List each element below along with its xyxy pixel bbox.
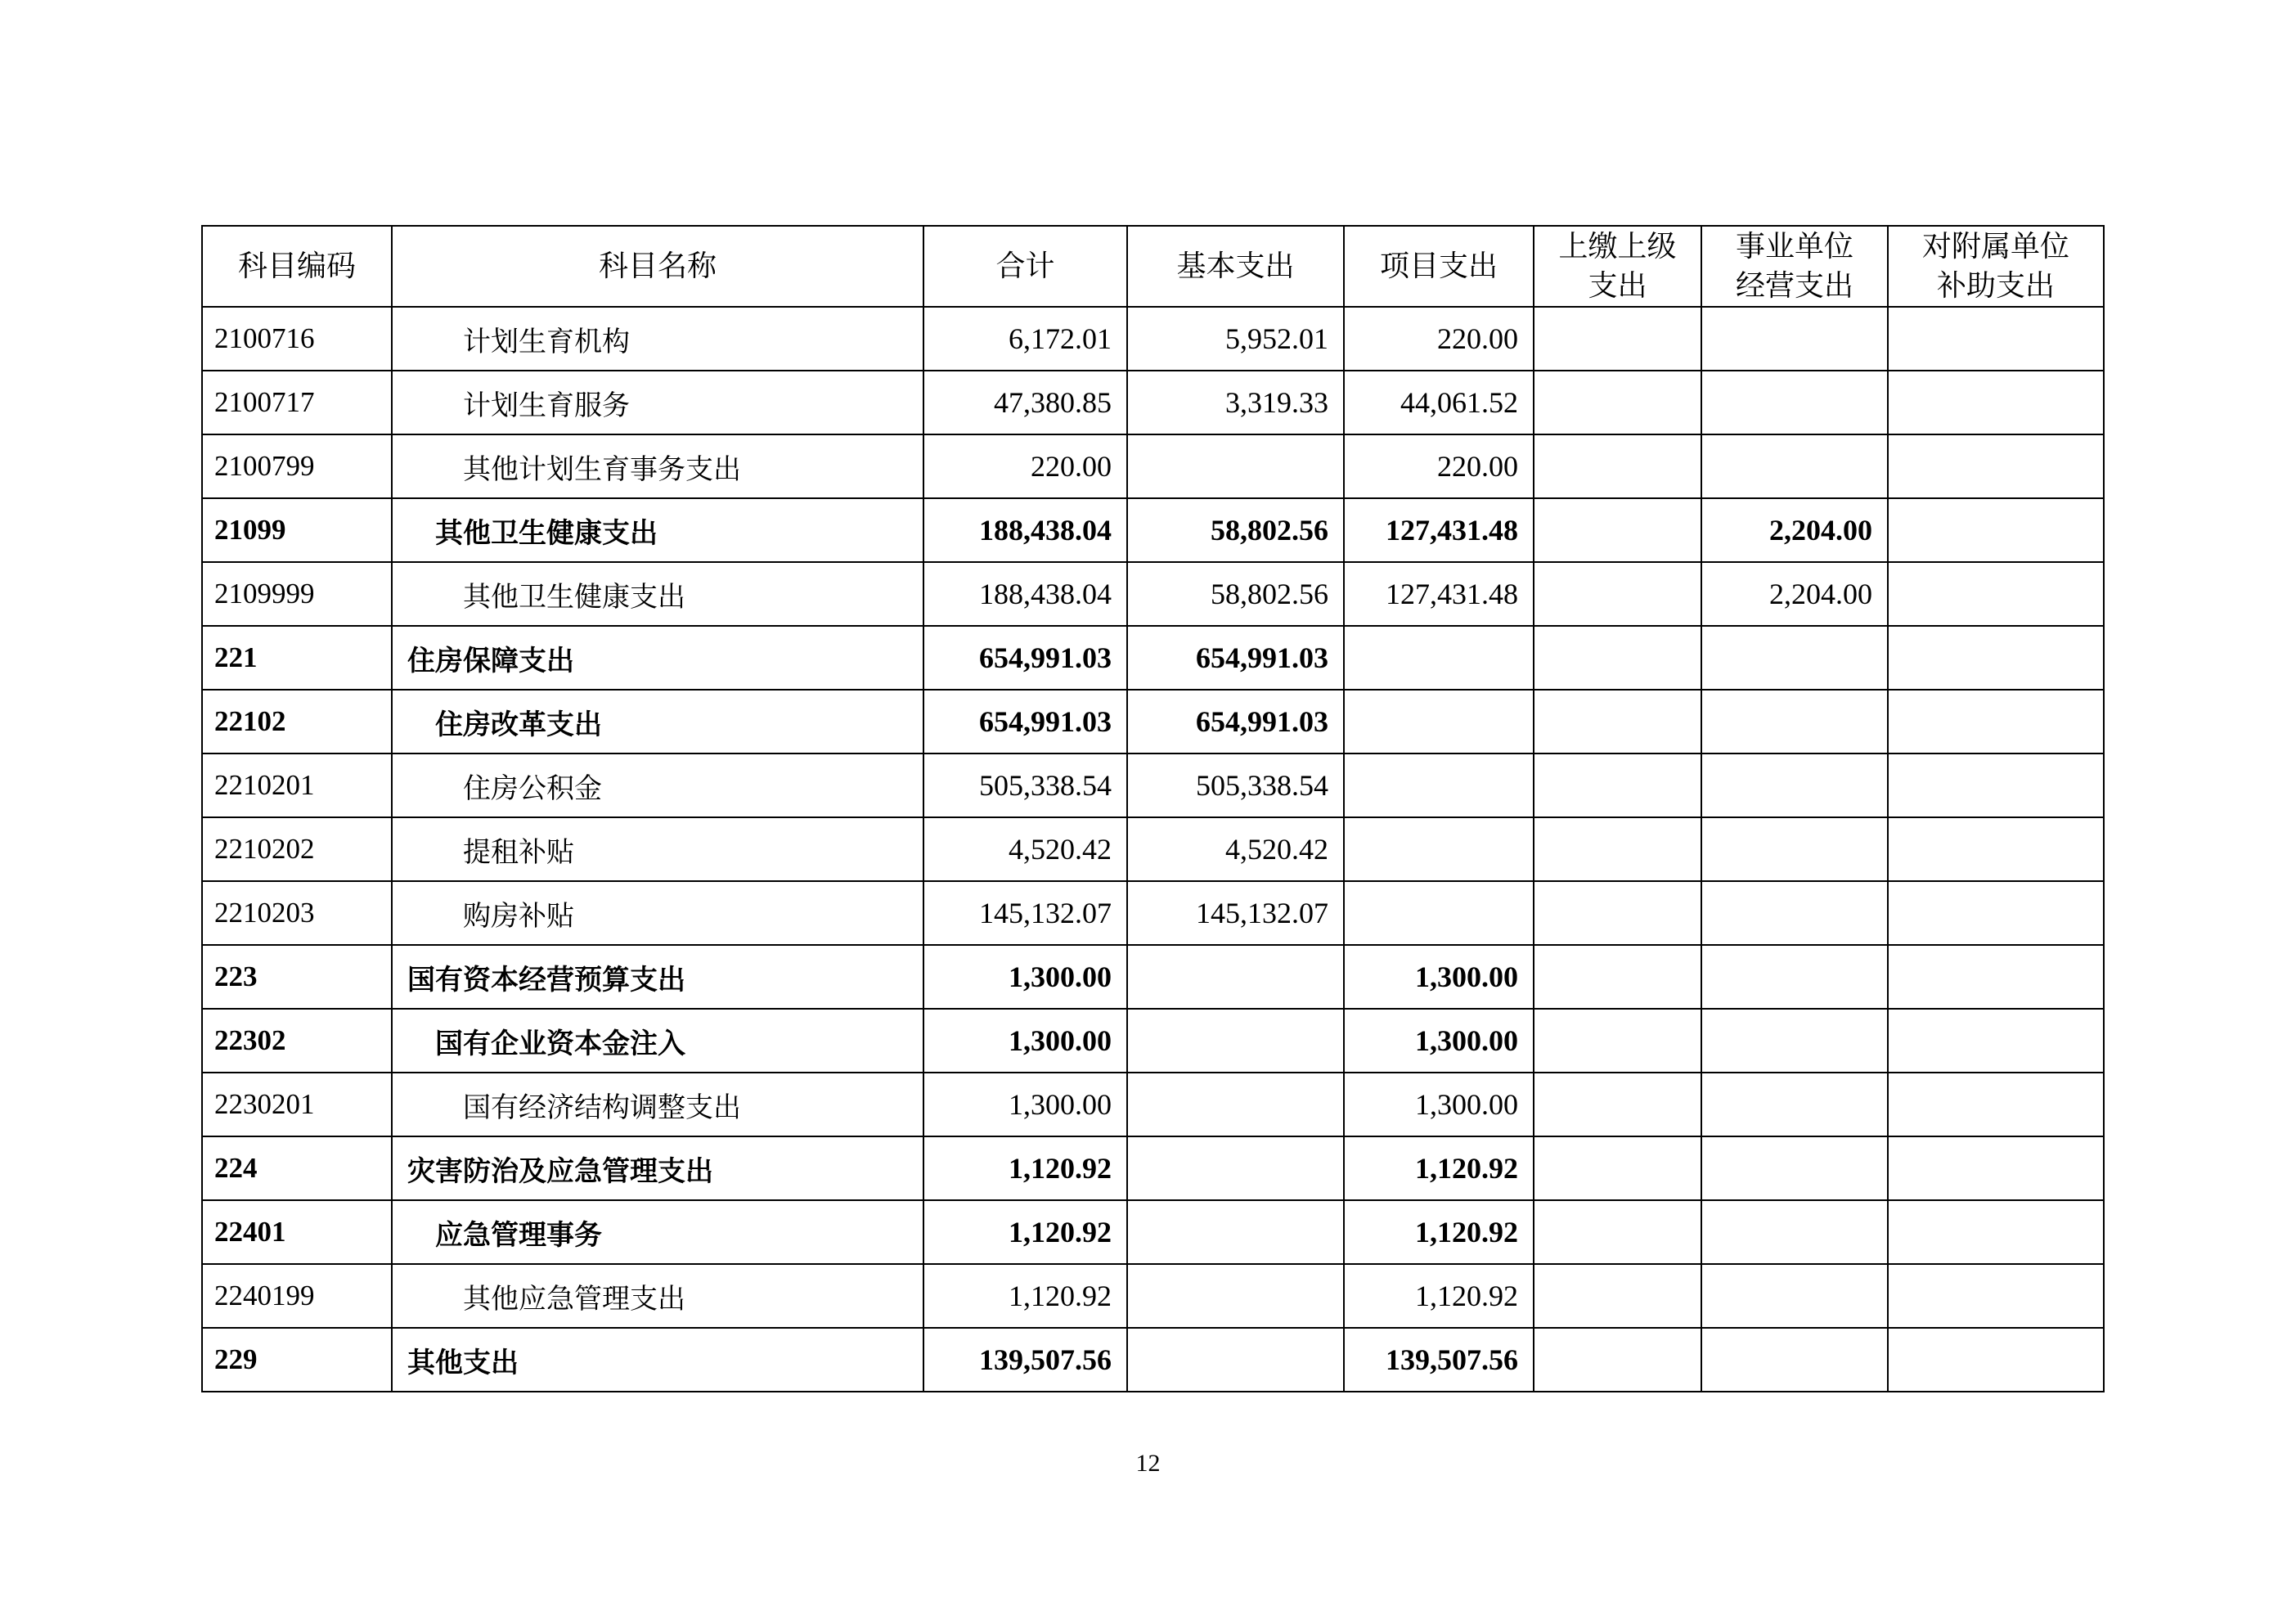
business-amount-cell [1701,1136,1888,1200]
upper-amount-cell [1534,945,1701,1009]
subject-name-cell: 灾害防治及应急管理支出 [392,1136,923,1200]
column-header-line: 科目编码 [237,249,356,283]
subject-name-cell: 住房公积金 [392,754,923,817]
subject-name-cell: 计划生育机构 [392,307,923,371]
upper-amount-cell [1534,562,1701,626]
subsidy-amount-cell [1888,562,2104,626]
basic-amount-cell [1127,1200,1344,1264]
business-amount-cell: 2,204.00 [1701,562,1888,626]
subsidy-amount-cell [1888,1328,2104,1392]
column-header-business [1701,226,1888,307]
upper-amount-cell [1534,626,1701,690]
table-row [202,1136,2104,1200]
basic-amount-cell: 654,991.03 [1127,626,1344,690]
total-amount-cell: 145,132.07 [923,881,1127,945]
subject-name-cell: 其他应急管理支出 [392,1264,923,1328]
basic-amount-cell: 58,802.56 [1127,562,1344,626]
subject-name-cell: 提租补贴 [392,817,923,881]
subsidy-amount-cell [1888,881,2104,945]
business-amount-cell [1701,1328,1888,1392]
business-amount-cell [1701,1009,1888,1073]
subject-name-cell: 住房改革支出 [392,690,923,754]
project-amount-cell: 1,120.92 [1344,1136,1534,1200]
subsidy-amount-cell [1888,1073,2104,1136]
upper-amount-cell [1534,690,1701,754]
upper-amount-cell [1534,1073,1701,1136]
table-body [202,307,2104,1392]
subject-name-cell: 购房补贴 [392,881,923,945]
subject-code-cell: 2210201 [202,754,392,817]
basic-amount-cell: 654,991.03 [1127,690,1344,754]
column-header-subsidy [1888,226,2104,307]
basic-amount-cell: 505,338.54 [1127,754,1344,817]
project-amount-cell: 220.00 [1344,307,1534,371]
table-row [202,1328,2104,1392]
table-row [202,1073,2104,1136]
subject-code-cell: 2100799 [202,434,392,498]
column-header-line: 支出 [1588,268,1647,303]
upper-amount-cell [1534,1264,1701,1328]
column-header-line: 事业单位 [1735,229,1853,263]
table-row [202,626,2104,690]
subject-code-cell: 2210202 [202,817,392,881]
table-row [202,434,2104,498]
project-amount-cell: 139,507.56 [1344,1328,1534,1392]
business-amount-cell [1701,626,1888,690]
business-amount-cell [1701,1073,1888,1136]
table-header [202,226,2104,307]
total-amount-cell: 188,438.04 [923,562,1127,626]
table-row [202,371,2104,434]
upper-amount-cell [1534,881,1701,945]
upper-amount-cell [1534,434,1701,498]
subsidy-amount-cell [1888,945,2104,1009]
table-row [202,945,2104,1009]
table-row [202,498,2104,562]
column-header-code [202,226,392,307]
upper-amount-cell [1534,817,1701,881]
basic-amount-cell [1127,1264,1344,1328]
total-amount-cell: 1,300.00 [923,1073,1127,1136]
subsidy-amount-cell [1888,371,2104,434]
subject-code-cell: 224 [202,1136,392,1200]
page-number: 12 [1135,1450,1161,1477]
column-header-total [923,226,1127,307]
expenditure-table [201,225,2105,1392]
business-amount-cell [1701,434,1888,498]
upper-amount-cell [1534,498,1701,562]
subject-name-cell: 计划生育服务 [392,371,923,434]
total-amount-cell: 1,120.92 [923,1200,1127,1264]
table-row [202,307,2104,371]
subject-code-cell: 223 [202,945,392,1009]
basic-amount-cell [1127,434,1344,498]
upper-amount-cell [1534,1009,1701,1073]
subject-code-cell: 21099 [202,498,392,562]
subsidy-amount-cell [1888,307,2104,371]
subsidy-amount-cell [1888,754,2104,817]
subsidy-amount-cell [1888,434,2104,498]
column-header-line: 基本支出 [1176,249,1295,283]
business-amount-cell [1701,945,1888,1009]
subsidy-amount-cell [1888,626,2104,690]
total-amount-cell: 1,300.00 [923,1009,1127,1073]
header-row [202,226,2104,307]
business-amount-cell [1701,307,1888,371]
business-amount-cell [1701,754,1888,817]
upper-amount-cell [1534,371,1701,434]
column-header-project [1344,226,1534,307]
upper-amount-cell [1534,1200,1701,1264]
subject-name-cell: 其他支出 [392,1328,923,1392]
total-amount-cell: 1,300.00 [923,945,1127,1009]
column-header-upper [1534,226,1701,307]
table-row [202,754,2104,817]
subject-name-cell: 国有企业资本金注入 [392,1009,923,1073]
subject-code-cell: 2210203 [202,881,392,945]
table-row [202,1009,2104,1073]
business-amount-cell: 2,204.00 [1701,498,1888,562]
subject-name-cell: 住房保障支出 [392,626,923,690]
project-amount-cell [1344,690,1534,754]
subject-code-cell: 22302 [202,1009,392,1073]
basic-amount-cell [1127,1328,1344,1392]
business-amount-cell [1701,817,1888,881]
business-amount-cell [1701,1200,1888,1264]
basic-amount-cell [1127,1073,1344,1136]
column-header-name [392,226,923,307]
total-amount-cell: 654,991.03 [923,690,1127,754]
upper-amount-cell [1534,1136,1701,1200]
total-amount-cell: 188,438.04 [923,498,1127,562]
total-amount-cell: 6,172.01 [923,307,1127,371]
subject-code-cell: 2100717 [202,371,392,434]
subject-name-cell: 国有资本经营预算支出 [392,945,923,1009]
subsidy-amount-cell [1888,1009,2104,1073]
upper-amount-cell [1534,307,1701,371]
column-header-line: 经营支出 [1735,268,1853,303]
project-amount-cell: 1,120.92 [1344,1264,1534,1328]
project-amount-cell: 1,300.00 [1344,1009,1534,1073]
total-amount-cell: 220.00 [923,434,1127,498]
basic-amount-cell [1127,945,1344,1009]
total-amount-cell: 47,380.85 [923,371,1127,434]
column-header-line: 项目支出 [1379,249,1498,283]
subject-name-cell: 其他卫生健康支出 [392,562,923,626]
basic-amount-cell [1127,1136,1344,1200]
column-header-line: 上缴上级 [1558,229,1677,263]
subsidy-amount-cell [1888,1136,2104,1200]
project-amount-cell [1344,817,1534,881]
basic-amount-cell: 4,520.42 [1127,817,1344,881]
subject-code-cell: 2100716 [202,307,392,371]
total-amount-cell: 505,338.54 [923,754,1127,817]
basic-amount-cell [1127,1009,1344,1073]
business-amount-cell [1701,881,1888,945]
column-header-basic [1127,226,1344,307]
project-amount-cell: 1,300.00 [1344,1073,1534,1136]
column-header-line: 科目名称 [598,249,717,283]
project-amount-cell [1344,881,1534,945]
subsidy-amount-cell [1888,1264,2104,1328]
subject-code-cell: 22102 [202,690,392,754]
total-amount-cell: 1,120.92 [923,1264,1127,1328]
subsidy-amount-cell [1888,1200,2104,1264]
total-amount-cell: 4,520.42 [923,817,1127,881]
column-header-line: 对附属单位 [1921,229,2069,263]
subject-name-cell: 应急管理事务 [392,1200,923,1264]
upper-amount-cell [1534,1328,1701,1392]
basic-amount-cell: 58,802.56 [1127,498,1344,562]
subject-name-cell: 其他计划生育事务支出 [392,434,923,498]
business-amount-cell [1701,690,1888,754]
table-row [202,817,2104,881]
total-amount-cell: 1,120.92 [923,1136,1127,1200]
subject-name-cell: 国有经济结构调整支出 [392,1073,923,1136]
upper-amount-cell [1534,754,1701,817]
subject-code-cell: 2109999 [202,562,392,626]
business-amount-cell [1701,371,1888,434]
basic-amount-cell: 3,319.33 [1127,371,1344,434]
table-row [202,1200,2104,1264]
table-row [202,881,2104,945]
project-amount-cell: 220.00 [1344,434,1534,498]
basic-amount-cell: 145,132.07 [1127,881,1344,945]
project-amount-cell: 127,431.48 [1344,498,1534,562]
subject-code-cell: 221 [202,626,392,690]
table-row [202,1264,2104,1328]
subsidy-amount-cell [1888,817,2104,881]
basic-amount-cell: 5,952.01 [1127,307,1344,371]
column-header-line: 合计 [995,249,1055,283]
table-row [202,690,2104,754]
project-amount-cell: 44,061.52 [1344,371,1534,434]
total-amount-cell: 139,507.56 [923,1328,1127,1392]
subject-name-cell: 其他卫生健康支出 [392,498,923,562]
expenditure-table-container [201,225,2103,1392]
subsidy-amount-cell [1888,690,2104,754]
business-amount-cell [1701,1264,1888,1328]
project-amount-cell [1344,754,1534,817]
subject-code-cell: 2240199 [202,1264,392,1328]
total-amount-cell: 654,991.03 [923,626,1127,690]
subject-code-cell: 229 [202,1328,392,1392]
table-row [202,562,2104,626]
project-amount-cell: 1,120.92 [1344,1200,1534,1264]
project-amount-cell: 127,431.48 [1344,562,1534,626]
subsidy-amount-cell [1888,498,2104,562]
project-amount-cell [1344,626,1534,690]
column-header-line: 补助支出 [1936,268,2055,303]
project-amount-cell: 1,300.00 [1344,945,1534,1009]
subject-code-cell: 2230201 [202,1073,392,1136]
subject-code-cell: 22401 [202,1200,392,1264]
